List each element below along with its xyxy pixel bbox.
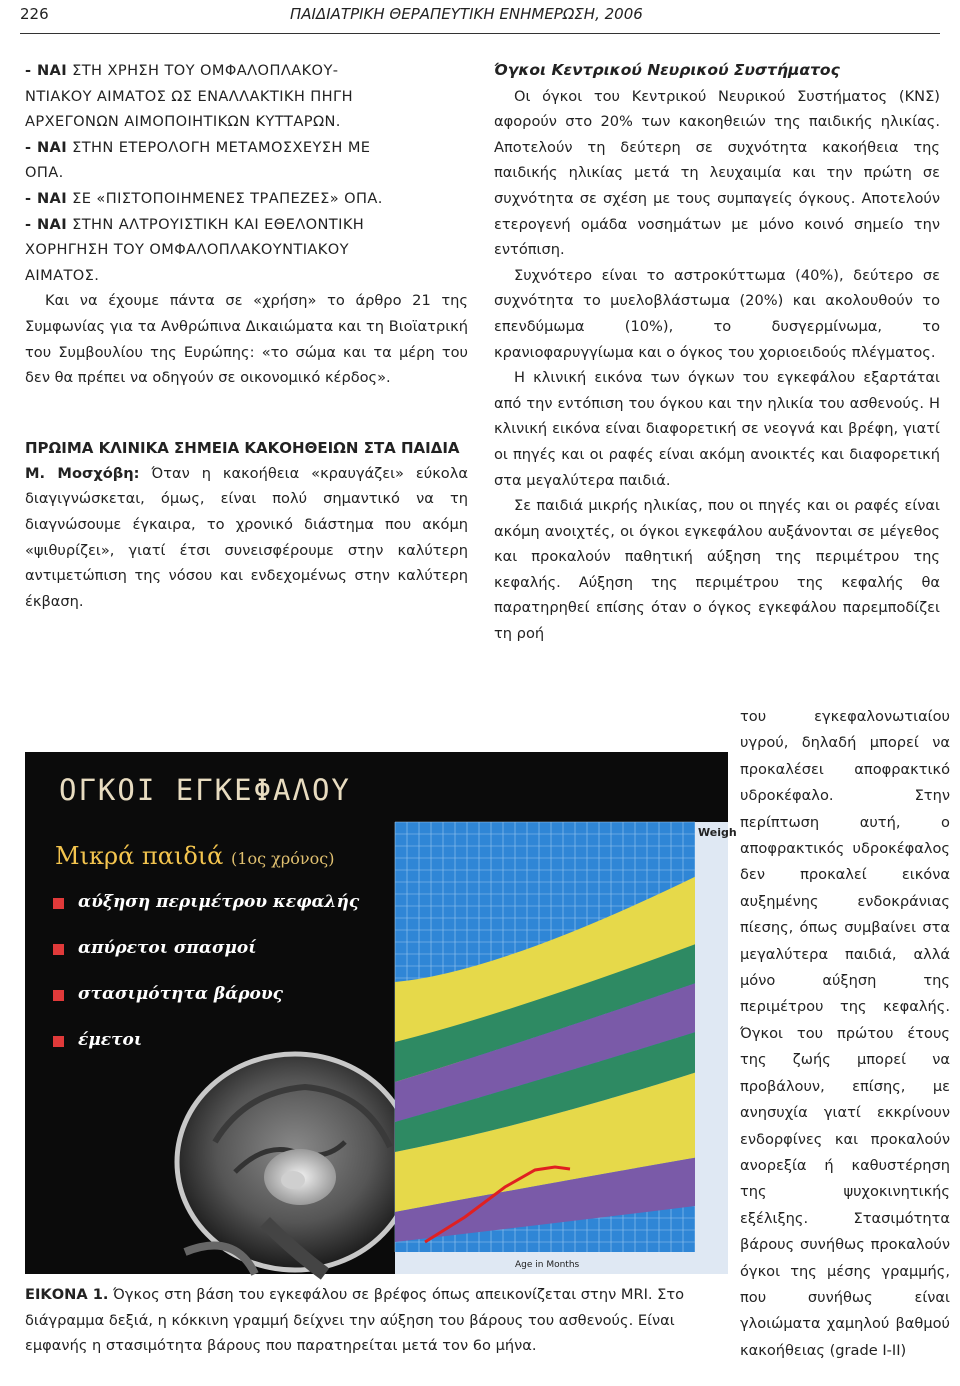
nai-line: ΟΠΑ. xyxy=(25,164,64,182)
figure-bullet: αύξηση περιμέτρου κεφαλής xyxy=(53,880,393,926)
figure-1 xyxy=(25,752,737,1274)
nai-line: - ΝΑΙ ΣΤΗ ΧΡΗΣΗ ΤΟΥ ΟΜΦΑΛΟΠΛΑΚΟΥ- xyxy=(25,62,339,79)
figure-bullet: απύρετοι σπασμοί xyxy=(53,926,393,972)
paragraph-continued: του εγκεφαλονωτιαίου υγρού, δηλαδή μπορεί να προκαλέσει αποφρακτικό υδροκέφαλο. Στην περίπτωση αυτή, ο αποφρακτικός υδροκέφαλος δεν προκαλεί εικόνα αυξημένης ενδοκράνιας πίεσης, όπως συμβαίνει στα μεγαλύτερα παιδιά, αλλά μόνο αύξηση της περιμέτρου της κεφαλής. Όγκοι του πρώτου έτους της ζωής μπορεί να προβάλουν, επίσης, με ανησυχία γιατί εκκρίνουν ενδορφίνες και προκαλούν ανορεξία ή καθυστέρηση της ψυχοκινητικής εξέλιξης. Στασιμότητα βάρους συνήθως προκαλούν όγκοι της μέσης γραμμής, που συνήθως είναι γλοιώματα χαμηλού βαθμού κακοήθειας (grade I-II) xyxy=(740,708,950,1359)
nai-line: - ΝΑΙ ΣΤΗΝ ΑΛΤΡΟΥΙΣΤΙΚΗ ΚΑΙ ΕΘΕΛΟΝΤΙΚΗ xyxy=(25,215,365,233)
figure-title: ΟΓΚΟΙ ΕΓΚΕΦΑΛΟΥ xyxy=(59,773,351,807)
figure-caption xyxy=(25,1282,730,1359)
paragraph: Σε παιδιά μικρής ηλικίας, που οι πηγές και οι ραφές είναι ακόμη ανοιχτές, οι όγκοι εγκεφάλου αυξάνονται σε μέγεθος και προκαλούν παθητική αύξηση της περιμέτρου της κεφαλής. Αύξηση της περιμέτρου της κεφαλής θα παρατηρηθεί επίσης όταν ο όγκος εγκεφάλου παρεμποδίζει τη ροή xyxy=(494,497,940,643)
nai-line: - ΝΑΙ ΣΕ «ΠΙΣΤΟΠΟΙΗΜΕΝΕΣ ΤΡΑΠΕΖΕΣ» ΟΠΑ. xyxy=(25,189,383,207)
chart-axis-label: Age in Months xyxy=(515,1260,580,1270)
nai-line: ΑΡΧΕΓΟΝΩΝ ΑΙΜΟΠΟΙΗΤΙΚΩΝ ΚΥΤΤΑΡΩΝ. xyxy=(25,113,341,131)
paragraph: Συχνότερο είναι το αστροκύττωμα (40%), δεύτερο σε συχνότητα το μυελοβλάστωμα (20%) και ακολουθούν το επενδύμωμα (10%), το δυσγερμίνωμα, το κρανιοφαρυγγίωμα και ο όγκος του χοριοειδούς πλέγματος. xyxy=(494,266,940,361)
growth-chart xyxy=(395,822,737,1274)
chart-corner-label: Weigh xyxy=(698,826,737,839)
caption-text: Όγκος στη βάση του εγκεφάλου σε βρέφος όπως απεικονίζεται στην MRI. Στο διάγραμμα δεξιά, η κόκκινη γραμμή δείχνει την αύξηση του βάρους του ασθενούς. Είναι εμφανής η στασιμότητα βάρους που παρατηρείται μετά τον 6ο μήνα. xyxy=(25,1286,685,1355)
figure-subtitle: Μικρά παιδιά (1ος χρόνος) xyxy=(55,842,335,870)
nai-line: ΑΙΜΑΤΟΣ. xyxy=(25,266,100,284)
paragraph: Η κλινική εικόνα των όγκων του εγκεφάλου εξαρτάται από την εντόπιση του όγκου και την ηλικία του ασθενούς. Η κλινική εικόνα είναι διαφορετική σε νεογνά και βρέφη, γιατί οι πηγές και οι ραφές είναι ακόμη ανοικτές και διαφορετική στα μεγαλύτερα παιδιά. xyxy=(494,369,940,489)
caption-label: ΕΙΚΟΝΑ 1. xyxy=(25,1286,109,1303)
page-number: 226 xyxy=(20,5,49,23)
speaker-text: Όταν η κακοήθεια «κραυγάζει» εύκολα διαγιγνώσκεται, όμως, είναι πολύ σημαντικό να τη διαγνώσουμε έγκαιρα, το χρονικό διάστημα που ακόμη «ψιθυρίζει», γιατί έτσι συνεισφέρουμε στην καλύτερη αντιμετώπιση της νόσου και ενδεχομένως στην καλύτερη έκβαση. xyxy=(25,464,468,610)
speaker-paragraph xyxy=(25,461,468,615)
section-title: Όγκοι Κεντρικού Νευρικού Συστήματος xyxy=(494,61,840,79)
bullet-square-icon xyxy=(53,990,64,1001)
nai-line: ΧΟΡΗΓΗΣΗ ΤΟΥ ΟΜΦΑΛΟΠΛΑΚΟΥΝΤΙΑΚΟΥ xyxy=(25,241,349,259)
narrow-column xyxy=(740,704,950,1364)
figure-subtitle-small: (1ος χρόνος) xyxy=(231,849,335,868)
section-heading: ΠΡΩΙΜΑ ΚΛΙΝΙΚΑ ΣΗΜΕΙΑ ΚΑΚΟΗΘΕΙΩΝ ΣΤΑ ΠΑΙΔΙΑ xyxy=(25,438,460,457)
nai-list xyxy=(25,58,468,288)
figure-bullet-list xyxy=(53,880,393,1064)
speaker-name: Μ. Μοσχόβη: xyxy=(25,464,140,482)
nai-line: ΝΤΙΑΚΟΥ ΑΙΜΑΤΟΣ ΩΣ ΕΝΑΛΛΑΚΤΙΚΗ ΠΗΓΗ xyxy=(25,87,353,105)
figure-bullet: στασιμότητα βάρους xyxy=(53,972,393,1018)
bullet-square-icon xyxy=(53,898,64,909)
article-paragraph: Και να έχουμε πάντα σε «χρήση» το άρθρο 21 της Συμφωνίας για τα Ανθρώπινα Δικαιώματα και τη Βιοϊατρική του Συμβουλίου της Ευρώπης: «το σώμα και τα μέρη του δεν θα πρέπει να οδηγούν σε οικονομικό κέρδος». xyxy=(25,292,468,387)
left-column xyxy=(25,58,468,614)
bullet-square-icon xyxy=(53,1036,64,1047)
paragraph: Οι όγκοι του Κεντρικού Νευρικού Συστήματος (ΚΝΣ) αφορούν στο 20% των κακοηθειών της παιδικής ηλικίας. Αποτελούν τη δεύτερη σε συχνότητα κακοήθεια της παιδικής ηλικίας μετά τη λευχαιμία και την πρώτη σε συχνότητα σε σχέση με τους συμπαγείς όγκους. Αποτελούν ετερογενή ομάδα νοσημάτων με μόνο κοινό σημείο την εντόπιση. xyxy=(494,87,940,259)
journal-title: ΠΑΙΔΙΑΤΡΙΚΗ ΘΕΡΑΠΕΥΤΙΚΗ ΕΝΗΜΕΡΩΣΗ, 2006 xyxy=(290,5,643,23)
page-header xyxy=(20,0,940,34)
nai-line: - ΝΑΙ ΣΤΗΝ ΕΤΕΡΟΛΟΓΗ ΜΕΤΑΜΟΣΧΕΥΣΗ ΜΕ xyxy=(25,138,371,156)
right-column xyxy=(494,58,940,647)
bullet-square-icon xyxy=(53,944,64,955)
figure-bullet: έμετοι xyxy=(53,1018,393,1064)
